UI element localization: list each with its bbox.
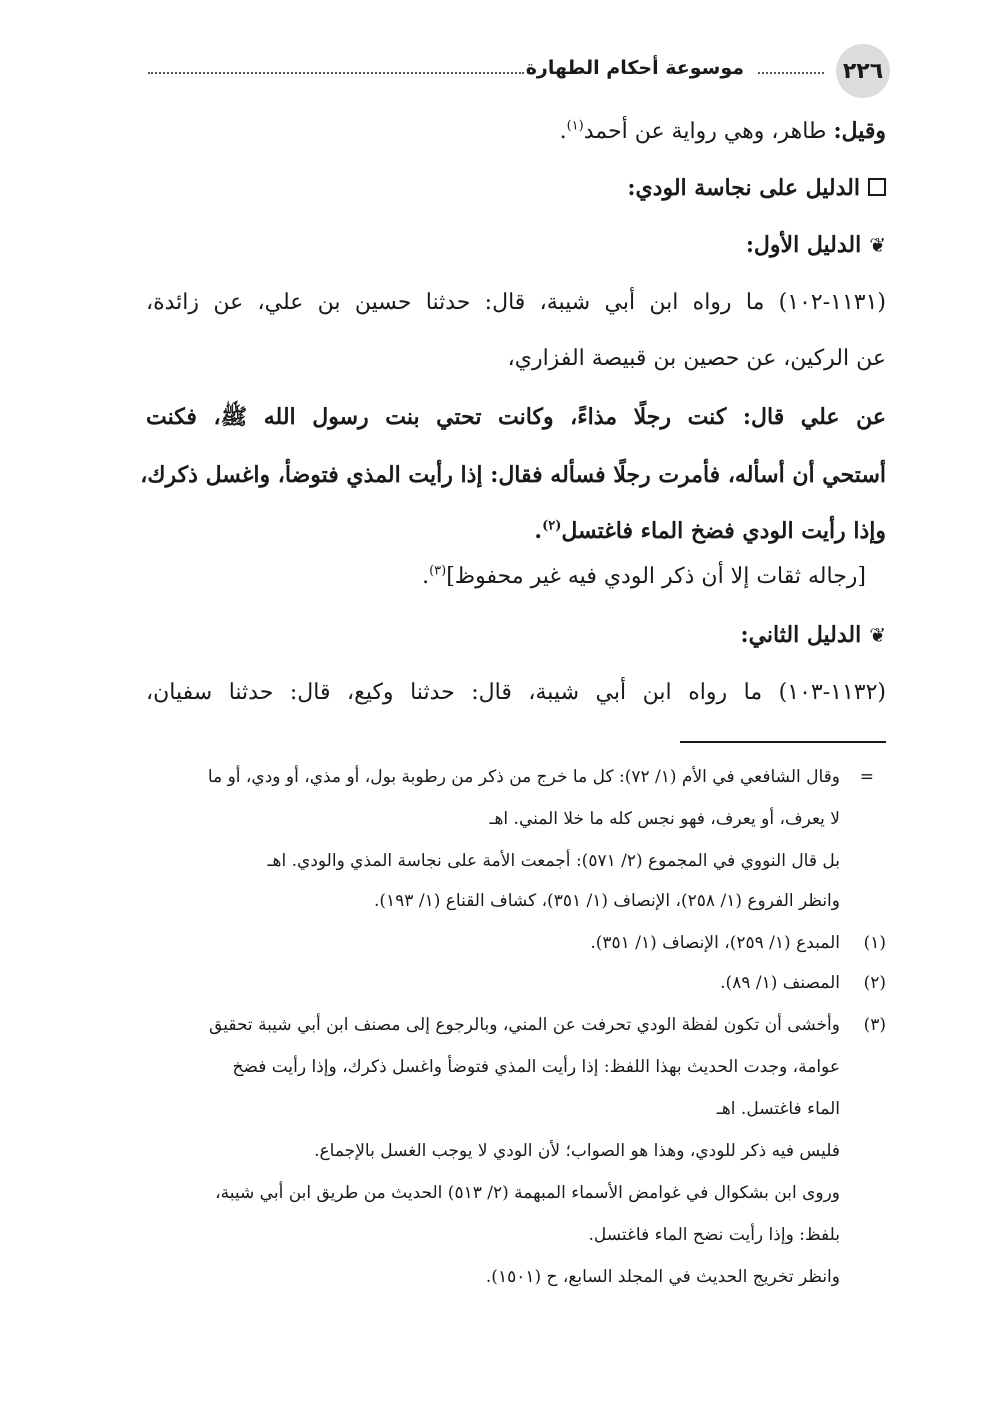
page-number-badge: ٢٢٦ (836, 44, 890, 98)
book-title: موسوعة أحكام الطهارة (525, 57, 744, 79)
footnote-ref[interactable]: (٣) (429, 563, 447, 579)
opinion-lead: وقيل: (833, 118, 886, 144)
hadith-chain-line: (١١٣٢-١٠٣) ما رواه ابن أبي شيبة، قال: حدثنا وكيع، قال: حدثنا سفيان، (146, 680, 886, 705)
footnote-ref[interactable]: (١) (566, 118, 584, 134)
footnote-ref[interactable]: (٢) (542, 518, 562, 534)
footnote-line: وانظر الفروع (١/ ٢٥٨)، الإنصاف (١/ ٣٥١)، كشاف القناع (١/ ١٩٣). (373, 891, 840, 911)
footnote-marker: (١) (863, 933, 886, 953)
footnote-line: وقال الشافعي في الأم (١/ ٧٢): كل ما خرج من ذكر من رطوبة بول، أو مذي، أو ودي، أو ما (207, 767, 840, 787)
footnote-3-line: وأخشى أن تكون لفظة الودي تحرفت عن المني، وبالرجوع إلى مصنف ابن أبي شيبة تحقيق (209, 1015, 840, 1035)
header-dotted-rule-left (148, 72, 524, 74)
footnote-3-line: عوامة، وجدت الحديث بهذا اللفظ: إذا رأيت المذي فتوضأ واغسل ذكرك، وإذا رأيت فضخ (232, 1057, 840, 1077)
evidence-heading-2: ❦الدليل الثاني: (740, 622, 886, 648)
grading-line: [رجاله ثقات إلا أن ذكر الودي فيه غير محفوظ]$^{(٣)}$. (422, 563, 866, 589)
footnote-3-line: الماء فاغتسل. اهـ (716, 1099, 840, 1119)
hadith-text-line: أستحي أن أسأله، فأمرت رجلًا فسأله فقال: إذا رأيت المذي فتوضأ، واغسل ذكرك، (140, 462, 886, 488)
footnote-1: المبدع (١/ ٢٥٩)، الإنصاف (١/ ٣٥١). (590, 933, 840, 953)
text-line: وقيل: طاهر، وهي رواية عن أحمد$^{(١)}$. (559, 118, 886, 144)
square-bullet-icon (868, 178, 886, 196)
footnote-divider (680, 741, 886, 743)
page-header (140, 44, 890, 104)
footnote-line: بل قال النووي في المجموع (٢/ ٥٧١): أجمعت الأمة على نجاسة المذي والودي. اهـ (267, 851, 840, 871)
footnote-marker: (٣) (863, 1015, 886, 1035)
leaf-ornament-icon: ❦ (869, 233, 886, 257)
header-dotted-rule-right (758, 72, 824, 74)
hadith-text-line: عن علي قال: كنت رجلًا مذاءً، وكانت تحتي بنت رسول الله ﷺ، فكنت (146, 404, 886, 430)
footnote-3-line: فليس فيه ذكر للودي، وهذا هو الصواب؛ لأن الودي لا يوجب الغسل بالإجماع. (314, 1141, 840, 1161)
footnote-3-line: وروى ابن بشكوال في غوامض الأسماء المبهمة (٢/ ٥١٣) الحديث من طريق ابن أبي شيبة، (215, 1183, 840, 1203)
footnote-marker: (٢) (863, 973, 886, 993)
section-heading: الدليل على نجاسة الودي: (627, 175, 886, 201)
footnote-3-line: وانظر تخريج الحديث في المجلد السابع، ح (١٥٠١). (485, 1267, 840, 1287)
evidence-heading-1: ❦الدليل الأول: (745, 232, 886, 258)
hadith-chain-line: عن الركين، عن حصين بن قبيصة الفزاري، (507, 346, 886, 371)
leaf-ornament-icon: ❦ (869, 623, 886, 647)
footnote-continuation-marker: = (859, 767, 874, 787)
hadith-chain-line: (١١٣١-١٠٢) ما رواه ابن أبي شيبة، قال: حدثنا حسين بن علي، عن زائدة، (146, 290, 886, 315)
footnote-line: لا يعرف، أو يعرف، فهو نجس كله ما خلا المني. اهـ (489, 809, 840, 829)
footnote-3-line: بلفظ: وإذا رأيت نضح الماء فاغتسل. (588, 1225, 840, 1245)
opinion-text: طاهر، وهي رواية عن أحمد (583, 119, 834, 144)
hadith-text-line: وإذا رأيت الودي فضخ الماء فاغتسل$^{(٢)}$. (534, 518, 886, 544)
footnote-2: المصنف (١/ ٨٩). (720, 973, 840, 993)
